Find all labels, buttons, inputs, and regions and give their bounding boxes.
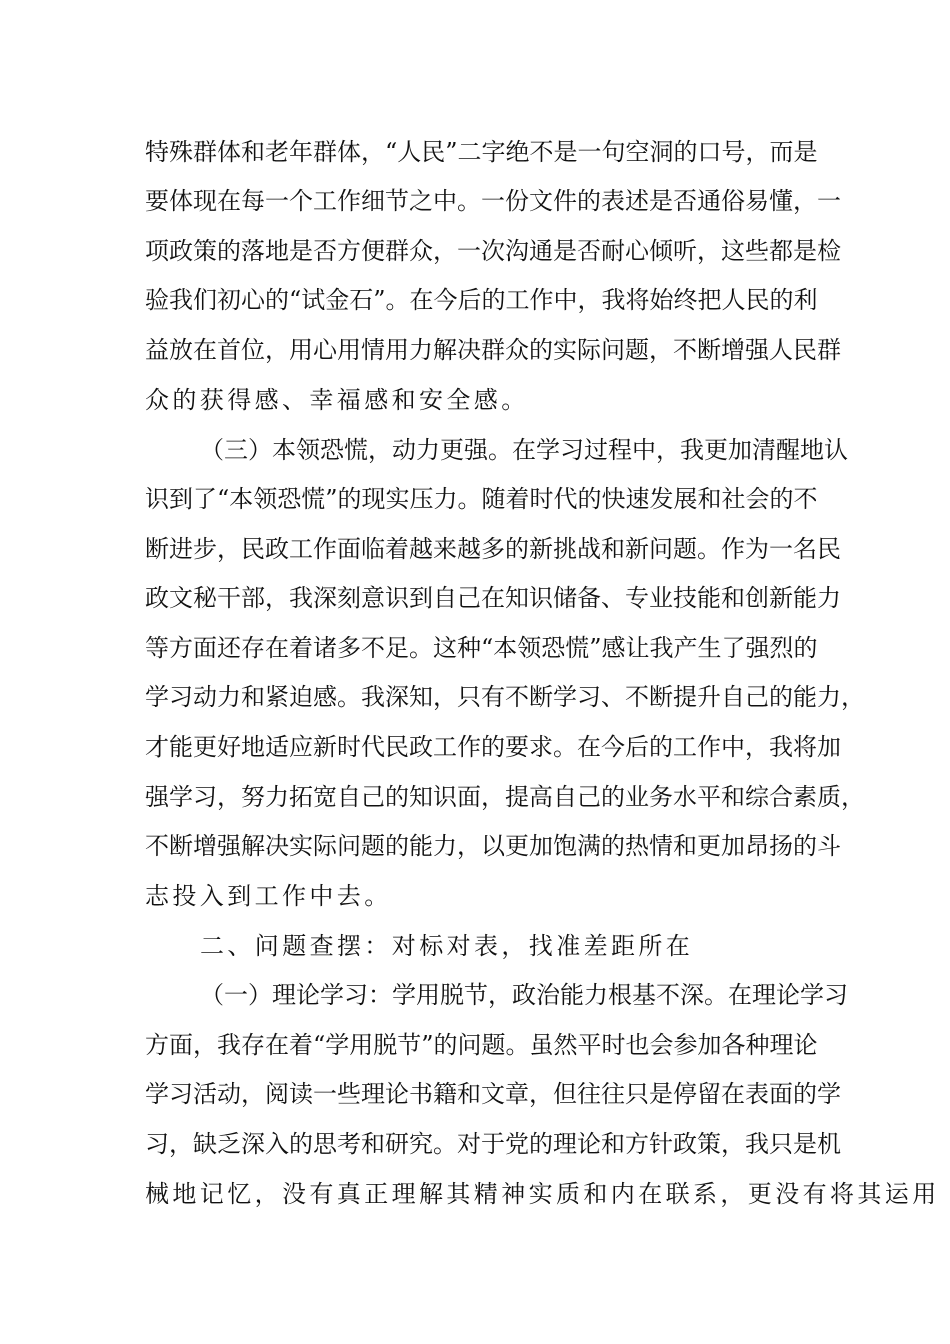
text-line: 等方面还存在着诸多不足。这种“本领恐慌”感让我产生了强烈的 [145, 634, 818, 662]
text-line: （一）理论学习：学用脱节，政治能力根基不深。在理论学习 [200, 981, 848, 1009]
text-line: 学习活动，阅读一些理论书籍和文章，但往往只是停留在表面的学 [145, 1080, 841, 1108]
text-line: 械地记忆，没有真正理解其精神实质和内在联系，更没有将其运用 [145, 1180, 940, 1208]
text-line: 众的获得感、幸福感和安全感。 [145, 386, 529, 414]
text-line: 学习动力和紧迫感。我深知，只有不断学习、不断提升自己的能力， [145, 683, 865, 711]
text-line: 识到了“本领恐慌”的现实压力。随着时代的快速发展和社会的不 [145, 485, 818, 513]
text-line: 习，缺乏深入的思考和研究。对于党的理论和方针政策，我只是机 [145, 1130, 841, 1158]
text-line: 验我们初心的“试金石”。在今后的工作中，我将始终把人民的利 [145, 286, 818, 314]
text-line: 断进步，民政工作面临着越来越多的新挑战和新问题。作为一名民 [145, 535, 841, 563]
text-line: 志投入到工作中去。 [145, 882, 392, 910]
text-line: （三）本领恐慌，动力更强。在学习过程中，我更加清醒地认 [200, 436, 848, 464]
text-line: 才能更好地适应新时代民政工作的要求。在今后的工作中，我将加 [145, 733, 841, 761]
text-line: 强学习，努力拓宽自己的知识面，提高自己的业务水平和综合素质， [145, 783, 865, 811]
text-line: 要体现在每一个工作细节之中。一份文件的表述是否通俗易懂，一 [145, 187, 841, 215]
text-line: 特殊群体和老年群体，“人民”二字绝不是一句空洞的口号，而是 [145, 138, 818, 166]
text-line: 益放在首位，用心用情用力解决群众的实际问题，不断增强人民群 [145, 336, 841, 364]
text-line: 方面，我存在着“学用脱节”的问题。虽然平时也会参加各种理论 [145, 1031, 818, 1059]
text-line: 二、问题查摆：对标对表，找准差距所在 [200, 932, 694, 960]
text-line: 不断增强解决实际问题的能力，以更加饱满的热情和更加昂扬的斗 [145, 832, 841, 860]
text-line: 政文秘干部，我深刻意识到自己在知识储备、专业技能和创新能力 [145, 584, 841, 612]
text-line: 项政策的落地是否方便群众，一次沟通是否耐心倾听，这些都是检 [145, 237, 841, 265]
